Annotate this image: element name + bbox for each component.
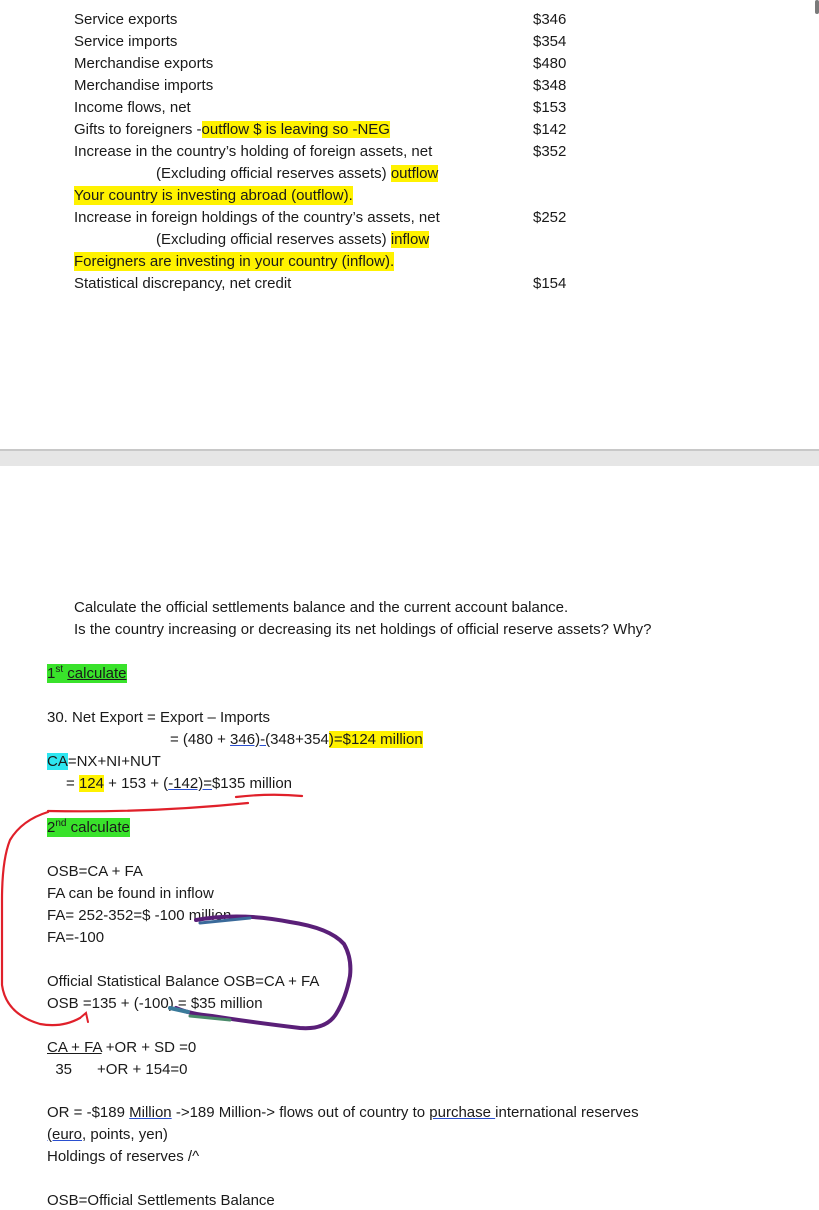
ca-calc [66,774,292,793]
row-amount: $252 [533,209,567,226]
text-part: ->189 Million-> flows out of country to [171,1104,430,1121]
step-sup: st [55,664,64,675]
text-part: CA + FA [47,1039,102,1056]
ink-underline [236,795,302,797]
ink-line [48,803,248,811]
row-amount: $352 [533,143,567,160]
step-1-label [47,664,127,683]
row-amount: $354 [533,33,567,50]
text-part: OR = -$189 [47,1104,130,1121]
text-part: =NX+NI+NUT [67,753,161,770]
note-inflow: Foreigners are investing in your country (inflow). [74,253,395,270]
highlight-note: outflow $ is leaving so -NEG [201,121,390,138]
footer-osb-definition: OSB=Official Settlements Balance [47,1192,275,1209]
exclusion-line [156,164,438,183]
ca-label: CA [47,753,68,770]
text-part: Million [129,1104,172,1121]
step-num: 1 [47,665,56,682]
nx-value: 124 [78,775,104,792]
text-part: = (480 + [170,731,231,748]
osb-line-6: OSB =135 + (-100) = $35 million [47,995,263,1012]
row-amount: $346 [533,11,567,28]
row-gifts [74,120,390,139]
scrollbar-thumb[interactable] [815,0,819,14]
row-amount: $348 [533,77,567,94]
text-part: (euro [47,1126,83,1143]
text-part: international reserves [495,1104,639,1121]
step-word: calculate [66,819,130,836]
note-outflow: Your country is investing abroad (outflow). [74,187,353,204]
inflow-tag: inflow [390,231,430,248]
text-part: purchase [429,1104,496,1121]
row-amount: $153 [533,99,567,116]
step-2-label [47,818,130,837]
row-label: Merchandise imports [74,77,214,94]
row-label: Increase in foreign holdings of the country’s assets, net [74,209,440,226]
row-label: Merchandise exports [74,55,214,72]
text-part: , points, yen) [82,1126,168,1143]
row-label: Service imports [74,33,178,50]
step-word: calculate [67,665,127,682]
row-amount: $480 [533,55,567,72]
exclusion-text: (Excluding official reserves assets) [156,231,391,248]
row-label: Gifts to foreigners - [74,121,202,138]
or-line-3: Holdings of reserves /^ [47,1148,200,1165]
step-sup: nd [55,818,67,829]
outflow-tag: outflow [390,165,439,182]
eq-line-2: 35 +OR + 154=0 [47,1061,188,1078]
text-part: + 153 + ( [103,775,169,792]
or-line-2 [47,1125,168,1144]
osb-line-1: OSB=CA + FA [47,863,143,880]
ca-formula [47,752,161,771]
exclusion-line [156,230,429,249]
row-label: Increase in the country’s holding of foreign assets, net [74,143,433,160]
osb-line-3: FA= 252-352=$ -100 million [47,907,232,924]
osb-line-4: FA=-100 [47,929,105,946]
text-part: 346)-( [230,731,271,748]
eq-line-1 [47,1038,196,1057]
net-export-line-2 [170,730,423,749]
text-part: 348+354 [270,731,329,748]
ca-result: $135 million [211,775,293,792]
text-part: = [66,775,79,792]
question-line-1: Calculate the official settlements balance and the current account balance. [74,599,569,616]
exclusion-text: (Excluding official reserves assets) [156,165,391,182]
osb-line-2: FA can be found in inflow [47,885,214,902]
row-label: Statistical discrepancy, net credit [74,275,292,292]
row-label: Service exports [74,11,178,28]
osb-line-5: Official Statistical Balance OSB=CA + FA [47,973,320,990]
question-line-2: Is the country increasing or decreasing its net holdings of official reserve assets? Why? [74,621,652,638]
net-export-result: )=$124 million [328,731,423,748]
net-export-line-1: 30. Net Export = Export – Imports [47,709,271,726]
ink-arrowhead [80,1013,88,1022]
text-part: -142)= [168,775,212,792]
row-amount: $142 [533,121,567,138]
row-label: Income flows, net [74,99,191,116]
text-part: +OR + SD =0 [101,1039,197,1056]
row-amount: $154 [533,275,567,292]
step-num: 2 [47,819,56,836]
or-line-1 [47,1103,639,1122]
ink-loop-tail [190,1016,230,1020]
page-break [0,451,819,466]
